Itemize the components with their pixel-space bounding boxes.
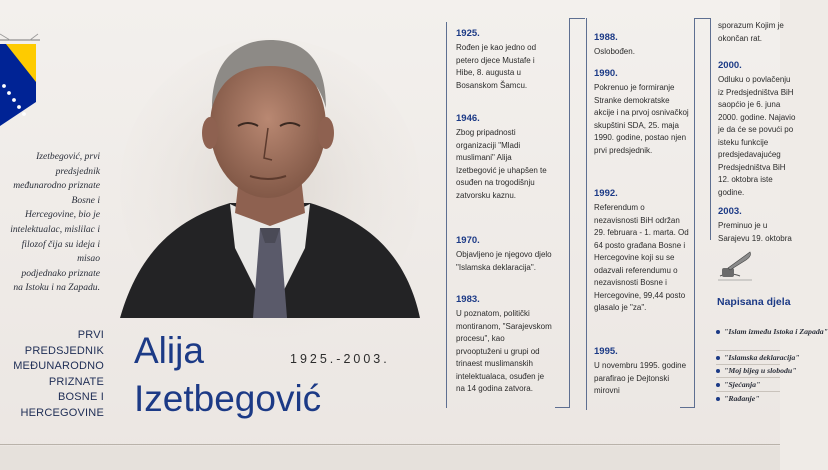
quill-inkwell-icon bbox=[716, 250, 756, 284]
timeline-year: 1992. bbox=[594, 188, 618, 199]
life-years: 1925.-2003. bbox=[290, 352, 390, 366]
timeline-line bbox=[694, 18, 695, 408]
divider bbox=[716, 377, 780, 378]
timeline-text: Zbog pripadnosti organizaciji "Mladi muslimani" Alija Izetbegović je uhapšen te osuđen na trogodišnju zatvorsku kaznu. bbox=[456, 128, 547, 200]
timeline-line bbox=[586, 18, 587, 410]
timeline-entry bbox=[456, 28, 552, 92]
timeline-year: 2000. bbox=[718, 60, 742, 71]
quote-text: Izetbegović, prvi predsjednik međunarodno priznate Bosne i Hercegovine, bio je intelektualac, mislilac i filozof čija su ideja i misao podjednako priznate na Istoku i na Zapadu. bbox=[10, 151, 100, 294]
timeline-text: sporazum Kojim je okončan rat. bbox=[718, 21, 784, 43]
timeline-entry bbox=[594, 346, 690, 398]
book-item: "Islamska deklaracija" bbox=[716, 353, 800, 362]
books-title: Napisana djela bbox=[717, 296, 791, 308]
timeline-year: 1970. bbox=[456, 235, 480, 246]
timeline-connector bbox=[680, 407, 694, 408]
last-name: Izetbegović bbox=[134, 378, 322, 419]
timeline-entry bbox=[456, 113, 552, 202]
bih-flag-pennant-icon bbox=[0, 30, 40, 130]
book-item: "Rađanje" bbox=[716, 394, 760, 403]
timeline-year: 2003. bbox=[718, 206, 742, 217]
footer-divider bbox=[0, 444, 780, 445]
bullet-icon bbox=[716, 397, 720, 401]
timeline-entry bbox=[594, 188, 690, 315]
book-item: "Moj bijeg u slobodu" bbox=[716, 366, 797, 375]
timeline-year: 1946. bbox=[456, 113, 480, 124]
footer-strip bbox=[0, 446, 780, 470]
timeline-text: Pokrenuo je formiranje Stranke demokratske akcije i na prvoj osnivačkoj skupštini SDA, 25. maja 1990. godine, postao njen prvi predsjednik. bbox=[594, 83, 689, 155]
timeline-connector bbox=[569, 18, 585, 19]
timeline-text: Referendum o nezavisnosti BiH održan 29. februara - 1. marta. Od 64 posto građana Bosne i Hercegovine koji su se odazvali referendumu o nezavisnosti Bosne i Hercegovine, 99,44 posto glasalo je "za". bbox=[594, 203, 689, 312]
timeline-year: 1995. bbox=[594, 346, 618, 357]
timeline-line bbox=[710, 18, 711, 240]
timeline-entry bbox=[718, 60, 798, 199]
timeline-year: 1983. bbox=[456, 294, 480, 305]
timeline-year: 1990. bbox=[594, 68, 618, 79]
timeline-year: 1925. bbox=[456, 28, 480, 39]
first-name: Alija bbox=[134, 330, 204, 371]
timeline-line bbox=[569, 18, 570, 408]
timeline-text: U poznatom, politički montiranom, "Sarajevskom procesu", kao prvooptuženi u grupi od trinaest muslimanskih intelektualaca, osuđen je na 14 godina zatvora. bbox=[456, 309, 552, 393]
portrait-photo bbox=[120, 18, 420, 336]
book-item: "Islam između Istoka i Zapada" bbox=[716, 327, 828, 336]
timeline-entry bbox=[594, 68, 690, 157]
timeline-text: Preminuo je u Sarajevu 19. oktobra bbox=[718, 221, 792, 243]
timeline-text: Objavljeno je njegovo djelo "Islamska deklaracija". bbox=[456, 250, 552, 272]
timeline-connector bbox=[694, 18, 710, 19]
bullet-icon bbox=[716, 369, 720, 373]
bullet-icon bbox=[716, 330, 720, 334]
subtitle: PRVI PREDSJEDNIK MEĐUNARODNO PRIZNATE BOSNE I HERCEGOVINE bbox=[13, 329, 104, 419]
timeline-year: 1988. bbox=[594, 32, 618, 43]
timeline-entry bbox=[456, 235, 552, 274]
book-item: "Sjećanja" bbox=[716, 380, 760, 389]
divider bbox=[716, 364, 780, 365]
bullet-icon bbox=[716, 383, 720, 387]
divider bbox=[716, 391, 780, 392]
timeline-entry bbox=[456, 294, 552, 396]
timeline-text: U novembru 1995. godine parafirao je Dejtonski mirovni bbox=[594, 361, 687, 395]
timeline-line bbox=[446, 22, 447, 408]
timeline-text: Odluku o povlačenju iz Predsjedništva BiH saopćio je 6. juna 2000. godine. Najavio je da će se povući po isteku funkcije predsjedavajućeg Predsjedništva BiH 12. oktobra iste godine. bbox=[718, 75, 796, 197]
bullet-icon bbox=[716, 356, 720, 360]
timeline-entry bbox=[718, 206, 798, 245]
timeline-text: Oslobođen. bbox=[594, 47, 635, 56]
divider bbox=[716, 350, 780, 351]
timeline-text: Rođen je kao jedno od petero djece Mustafe i Hibe, 8. augusta u Bosanskom Šamcu. bbox=[456, 43, 537, 90]
timeline-connector bbox=[555, 407, 569, 408]
timeline-entry bbox=[594, 32, 690, 59]
timeline-entry bbox=[718, 20, 798, 45]
